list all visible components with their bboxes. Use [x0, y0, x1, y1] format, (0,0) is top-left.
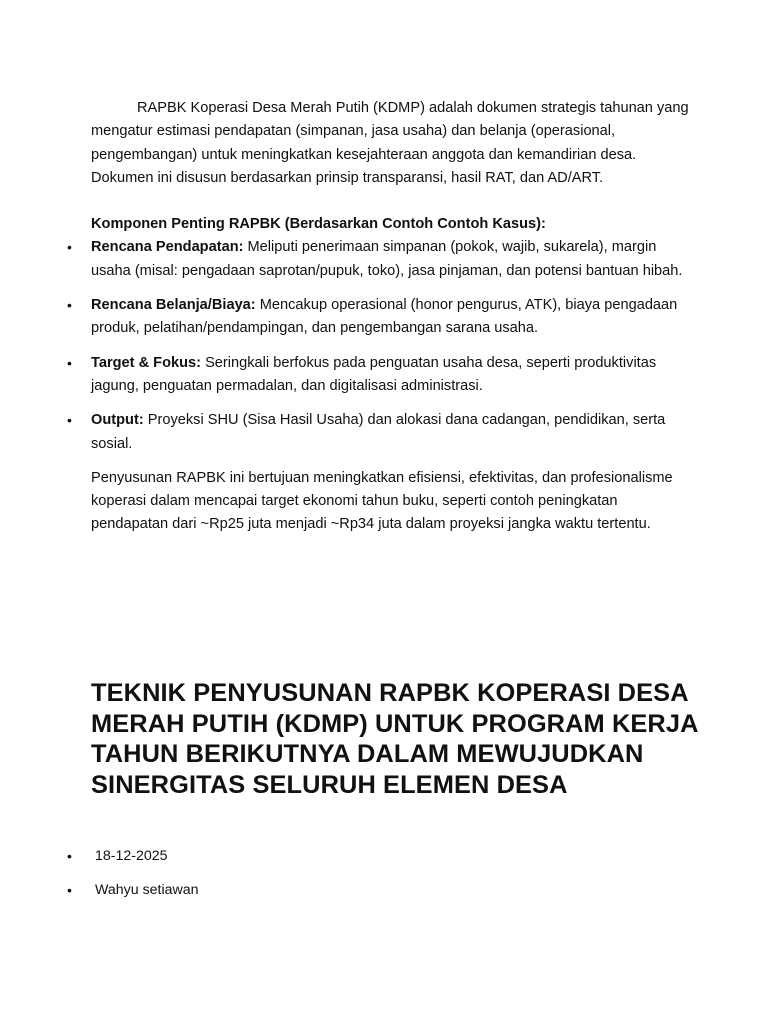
- bullet-icon: •: [67, 297, 72, 314]
- bullet-icon: •: [67, 882, 72, 898]
- bullet-icon: •: [67, 239, 72, 256]
- list-item: [67, 409, 691, 456]
- list-item: [67, 352, 691, 399]
- post-date: 18-12-2025: [95, 848, 168, 864]
- list-item: [67, 236, 691, 283]
- item-text: Seringkali berfokus pada penguatan usaha desa, seperti produktivitas jagung, penguatan permadalan, dan digitalisasi administrasi.: [91, 354, 657, 394]
- post-author: Wahyu setiawan: [95, 882, 199, 898]
- item-text: Proyeksi SHU (Sisa Hasil Usaha) dan alokasi dana cadangan, pendidikan, serta sosial.: [91, 412, 666, 452]
- components-list: [67, 236, 691, 455]
- bullet-icon: •: [67, 848, 72, 864]
- item-text: Mencakup operasional (honor pengurus, ATK), biaya pengadaan produk, pelatihan/pendampingan, dan pengembangan sarana usaha.: [91, 297, 678, 337]
- closing-paragraph: Penyusunan RAPBK ini bertujuan meningkatkan efisiensi, efektivitas, dan profesionalisme koperasi dalam mencapai target ekonomi tahun buku, seperti contoh peningkatan pendapatan dari ~Rp25 juta menjadi ~Rp34 juta dalam proyeksi jangka waktu tertentu.: [91, 469, 673, 533]
- bullet-icon: •: [67, 354, 72, 371]
- bullet-icon: •: [67, 412, 72, 429]
- item-label: Output:: [91, 412, 144, 429]
- page-title: TEKNIK PENYUSUNAN RAPBK KOPERASI DESA MERAH PUTIH (KDMP) UNTUK PROGRAM KERJA TAHUN BERIKUTNYA DALAM MEWUJUDKAN SINERGITAS SELURUH ELEMEN DESA: [91, 679, 698, 799]
- list-item: [67, 294, 691, 341]
- item-label: Target & Fokus:: [91, 354, 202, 371]
- item-label: Rencana Pendapatan:: [91, 239, 244, 256]
- components-heading: Komponen Penting RAPBK (Berdasarkan Contoh Contoh Kasus):: [91, 216, 546, 233]
- list-item: [67, 880, 199, 900]
- item-label: Rencana Belanja/Biaya:: [91, 297, 256, 314]
- intro-paragraph: RAPBK Koperasi Desa Merah Putih (KDMP) adalah dokumen strategis tahunan yang mengatur estimasi pendapatan (simpanan, jasa usaha) dan belanja (operasional, pengembangan) untuk meningkatkan kesejahteraan anggota dan kemandirian desa. Dokumen ini disusun berdasarkan prinsip transparansi, hasil RAT, dan AD/ART.: [91, 100, 689, 186]
- meta-list: [67, 846, 199, 914]
- item-text: Meliputi penerimaan simpanan (pokok, wajib, sukarela), margin usaha (misal: pengadaan saprotan/pupuk, toko), jasa pinjaman, dan potensi bantuan hibah.: [91, 239, 683, 279]
- document-body: [67, 97, 691, 537]
- list-item: [67, 846, 199, 866]
